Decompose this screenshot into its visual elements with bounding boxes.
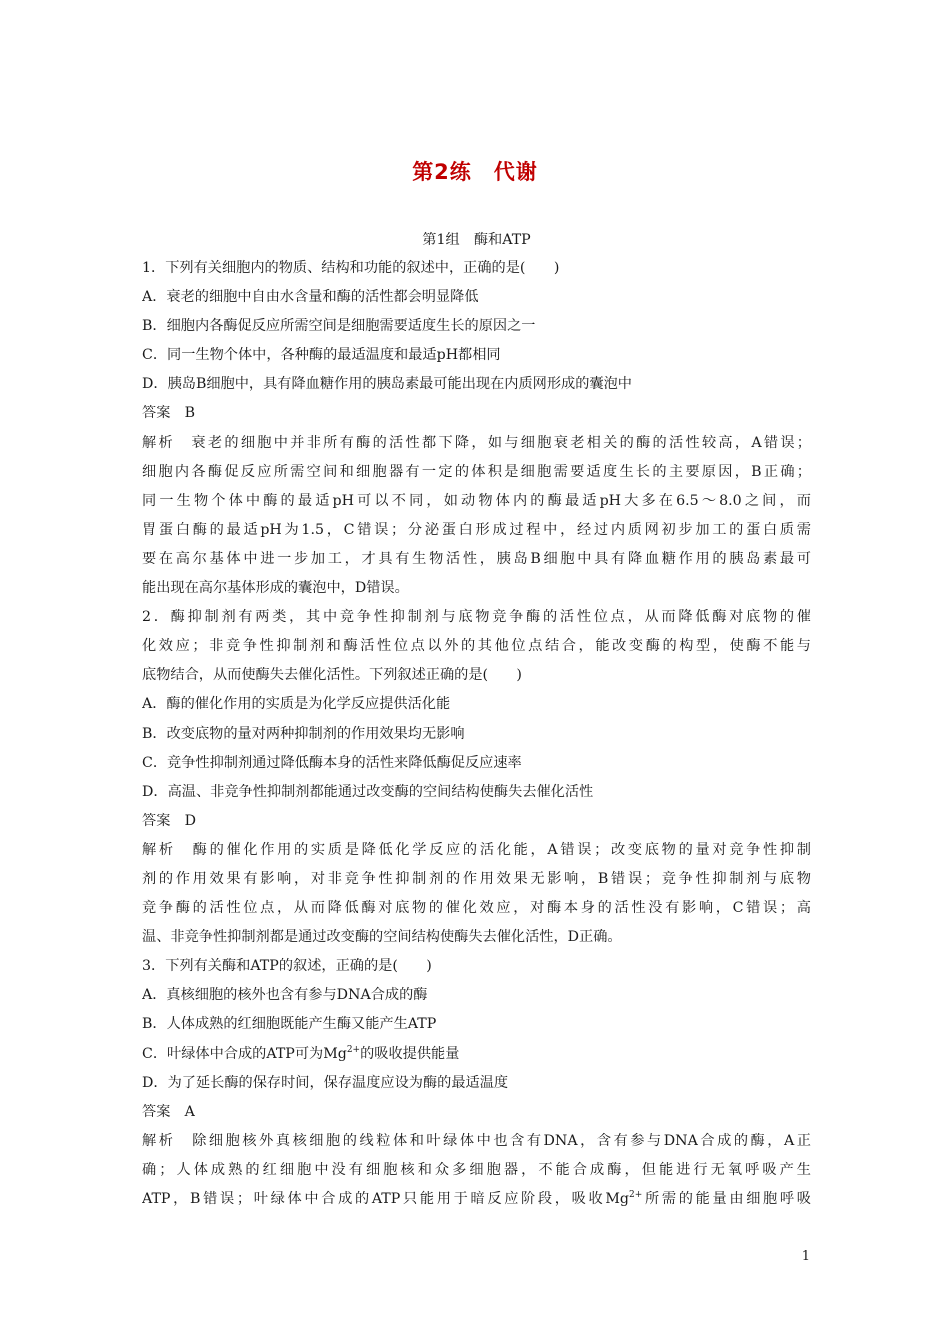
section-heading: 第1组 酶和ATP xyxy=(422,232,531,248)
question-1 xyxy=(142,254,811,603)
question-3 xyxy=(142,952,811,1214)
option-b: B．改变底物的量对两种抑制剂的作用效果均无影响 xyxy=(142,725,465,742)
answer-line: 答案 A xyxy=(142,1103,195,1120)
page-title: 第2练 代谢 xyxy=(412,160,538,184)
option-d: D．胰岛B细胞中，具有降血糖作用的胰岛素最可能出现在内质网形成的囊泡中 xyxy=(142,376,632,393)
question-stem: 2．酶抑制剂有两类，其中竞争性抑制剂与底物竞争酶的活性位点，从而降低酶对底物的催 xyxy=(142,609,811,626)
analysis-line: 解析 酶的催化作用的实质是降低化学反应的活化能，A错误；改变底物的量对竞争性抑制 xyxy=(142,841,811,858)
question-stem: 化效应；非竞争性抑制剂和酶活性位点以外的其他位点结合，能改变酶的构型，使酶不能与 xyxy=(142,638,811,655)
question-2 xyxy=(142,603,811,952)
analysis-line: 确；人体成熟的红细胞中没有细胞核和众多细胞器，不能合成酶，但能进行无氧呼吸产生 xyxy=(142,1161,811,1178)
option-c: C．同一生物个体中，各种酶的最适温度和最适pH都相同 xyxy=(142,347,501,364)
answer-line: 答案 B xyxy=(142,405,195,422)
charge-superscript: 2+ xyxy=(629,1190,643,1200)
option-b: B．人体成熟的红细胞既能产生酶又能产生ATP xyxy=(142,1016,437,1033)
analysis-line: 能出现在高尔基体形成的囊泡中，D错误。 xyxy=(142,580,409,597)
analysis-line: 竞争酶的活性位点，从而降低酶对底物的催化效应，对酶本身的活性没有影响，C错误；高 xyxy=(142,900,811,917)
question-stem: 1．下列有关细胞内的物质、结构和功能的叙述中，正确的是( ) xyxy=(142,260,560,276)
analysis-text-end: 所需的能量由细胞呼吸 xyxy=(642,1191,811,1207)
option-d: D．为了延长酶的保存时间，保存温度应设为酶的最适温度 xyxy=(142,1074,509,1091)
analysis-line: 解析 衰老的细胞中并非所有酶的活性都下降，如与细胞衰老相关的酶的活性较高，A错误； xyxy=(142,434,811,451)
analysis-line xyxy=(142,1185,811,1214)
option-b: B．细胞内各酶促反应所需空间是细胞需要适度生长的原因之一 xyxy=(142,318,536,335)
charge-superscript: 2+ xyxy=(346,1044,361,1055)
analysis-line: 细胞内各酶促反应所需空间和细胞器有一定的体积是细胞需要适度生长的主要原因，B正确； xyxy=(142,463,811,480)
analysis-line: 要在高尔基体中进一步加工，才具有生物活性，胰岛B细胞中具有降血糖作用的胰岛素最可 xyxy=(142,550,811,567)
question-stem: 3．下列有关酶和ATP的叙述，正确的是( ) xyxy=(142,958,432,975)
option-a: A．酶的催化作用的实质是为化学反应提供活化能 xyxy=(142,696,451,713)
analysis-line: 胃蛋白酶的最适pH为1.5，C错误；分泌蛋白形成过程中，经过内质网初步加工的蛋白质需 xyxy=(142,521,811,538)
analysis-line: 剂的作用效果有影响，对非竞争性抑制剂的作用效果无影响，B错误；竞争性抑制剂与底物 xyxy=(142,870,811,887)
analysis-line: 同一生物个体中酶的最适pH可以不同，如动物体内的酶最适pH大多在6.5～8.0之间，而 xyxy=(142,492,811,509)
analysis-line: 解析 除细胞核外真核细胞的线粒体和叶绿体中也含有DNA，含有参与DNA合成的酶，A正 xyxy=(142,1132,811,1149)
document-body xyxy=(142,227,811,1214)
analysis-line: 温、非竞争性抑制剂都是通过改变酶的空间结构使酶失去催化活性，D正确。 xyxy=(142,929,622,946)
page-number: 1 xyxy=(801,1249,810,1264)
option-c-text: C．叶绿体中合成的ATP可为Mg xyxy=(142,1045,347,1062)
analysis-text: ATP，B错误；叶绿体中合成的ATP只能用于暗反应阶段，吸收Mg xyxy=(142,1191,630,1207)
option-c-text-end: 的吸收提供能量 xyxy=(360,1045,460,1062)
option-a: A．衰老的细胞中自由水含量和酶的活性都会明显降低 xyxy=(142,289,479,306)
option-c xyxy=(142,1040,811,1069)
answer-line: 答案 D xyxy=(142,812,196,829)
option-d: D．高温、非竞争性抑制剂都能通过改变酶的空间结构使酶失去催化活性 xyxy=(142,783,594,800)
question-stem: 底物结合，从而使酶失去催化活性。下列叙述正确的是( ) xyxy=(142,667,522,684)
option-c: C．竞争性抑制剂通过降低酶本身的活性来降低酶促反应速率 xyxy=(142,754,522,771)
option-a: A．真核细胞的核外也含有参与DNA合成的酶 xyxy=(142,987,428,1004)
